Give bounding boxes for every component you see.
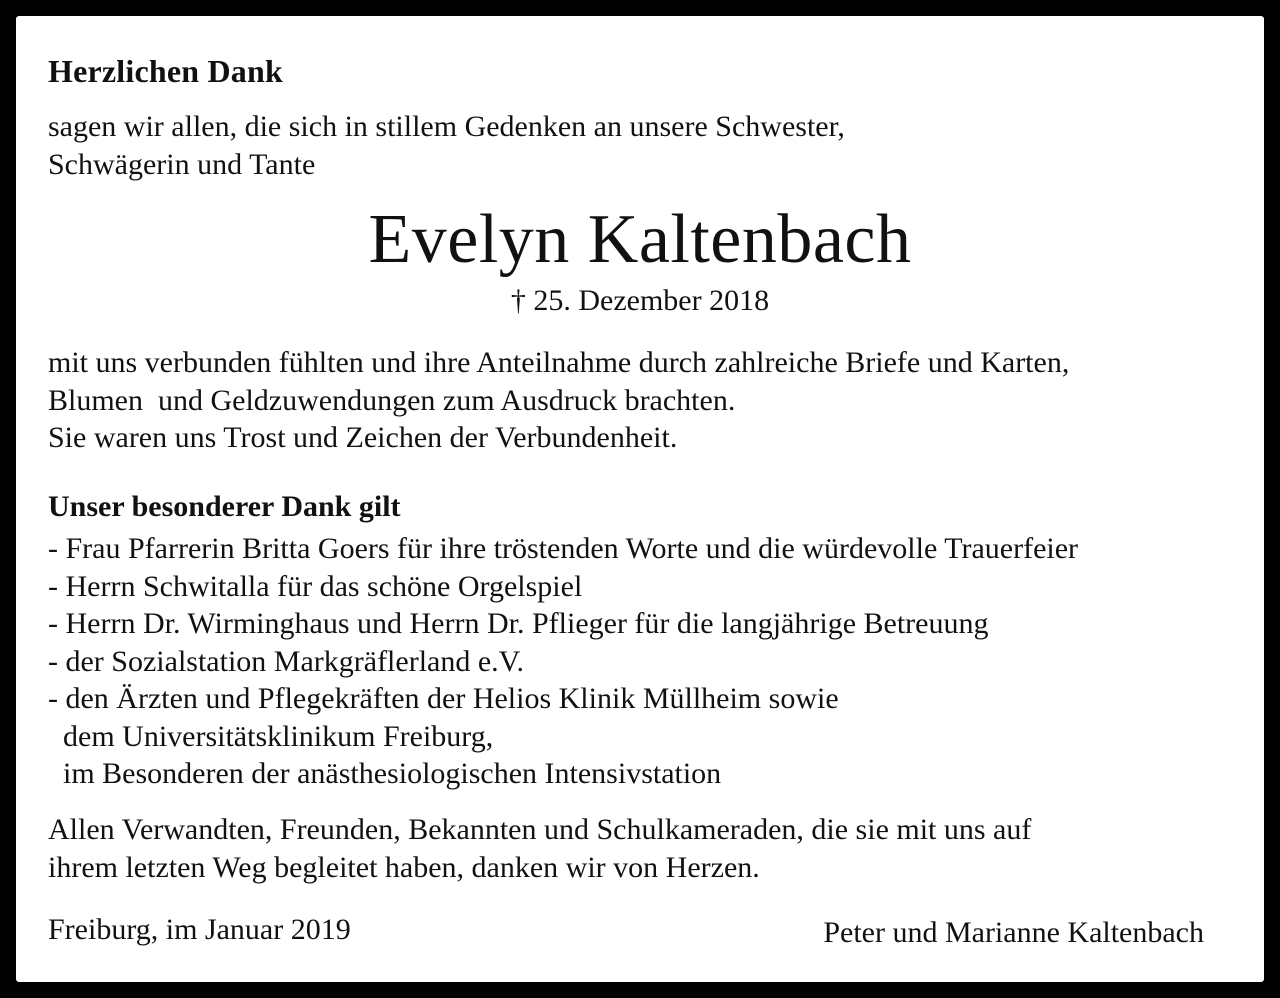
list-item: - Frau Pfarrerin Britta Goers für ihre tröstenden Worte und die würdevolle Trauerfeier [48,532,1079,565]
intro-line: Schwägerin und Tante [48,147,316,181]
closing-text [48,811,1238,886]
thanks-list [48,530,1238,793]
list-item: - der Sozialstation Markgräflerland e.V. [48,644,524,678]
body-line: Sie waren uns Trost und Zeichen der Verbundenheit. [48,421,678,454]
list-item: im Besonderen der anästhesiologischen Intensivstation [48,757,722,790]
body-line: mit uns verbunden fühlten und ihre Anteilnahme durch zahlreiche Briefe und Karten, [48,346,1070,379]
obituary-notice-card [16,16,1264,982]
list-item: dem Universitätsklinikum Freiburg, [48,719,494,753]
place-date: Freiburg, im Januar 2019 [48,913,351,946]
body-line: Blumen und Geldzuwendungen zum Ausdruck brachten. [48,383,736,417]
closing-line: Allen Verwandten, Freunden, Bekannten und Schulkameraden, die sie mit uns auf [48,813,1032,846]
list-item: - den Ärzten und Pflegekräften der Helios Klinik Müllheim sowie [48,682,839,715]
signature: Peter und Marianne Kaltenbach [823,916,1204,949]
notice-heading: Herzlichen Dank [48,53,283,89]
list-item: - Herrn Dr. Wirminghaus und Herrn Dr. Pflieger für die langjährige Betreuung [48,607,989,640]
closing-line: ihrem letzten Weg begleitet haben, danken wir von Herzen. [48,850,760,884]
thanks-heading: Unser besonderer Dank gilt [48,490,401,523]
body-text [48,344,1238,457]
death-date: † 25. Dezember 2018 [510,284,770,317]
intro-line: sagen wir allen, die sich in stillem Gedenken an unsere Schwester, [48,110,845,143]
list-item: - Herrn Schwitalla für das schöne Orgelspiel [48,569,583,603]
intro-text [48,108,1228,183]
deceased-name: Evelyn Kaltenbach [368,201,912,278]
